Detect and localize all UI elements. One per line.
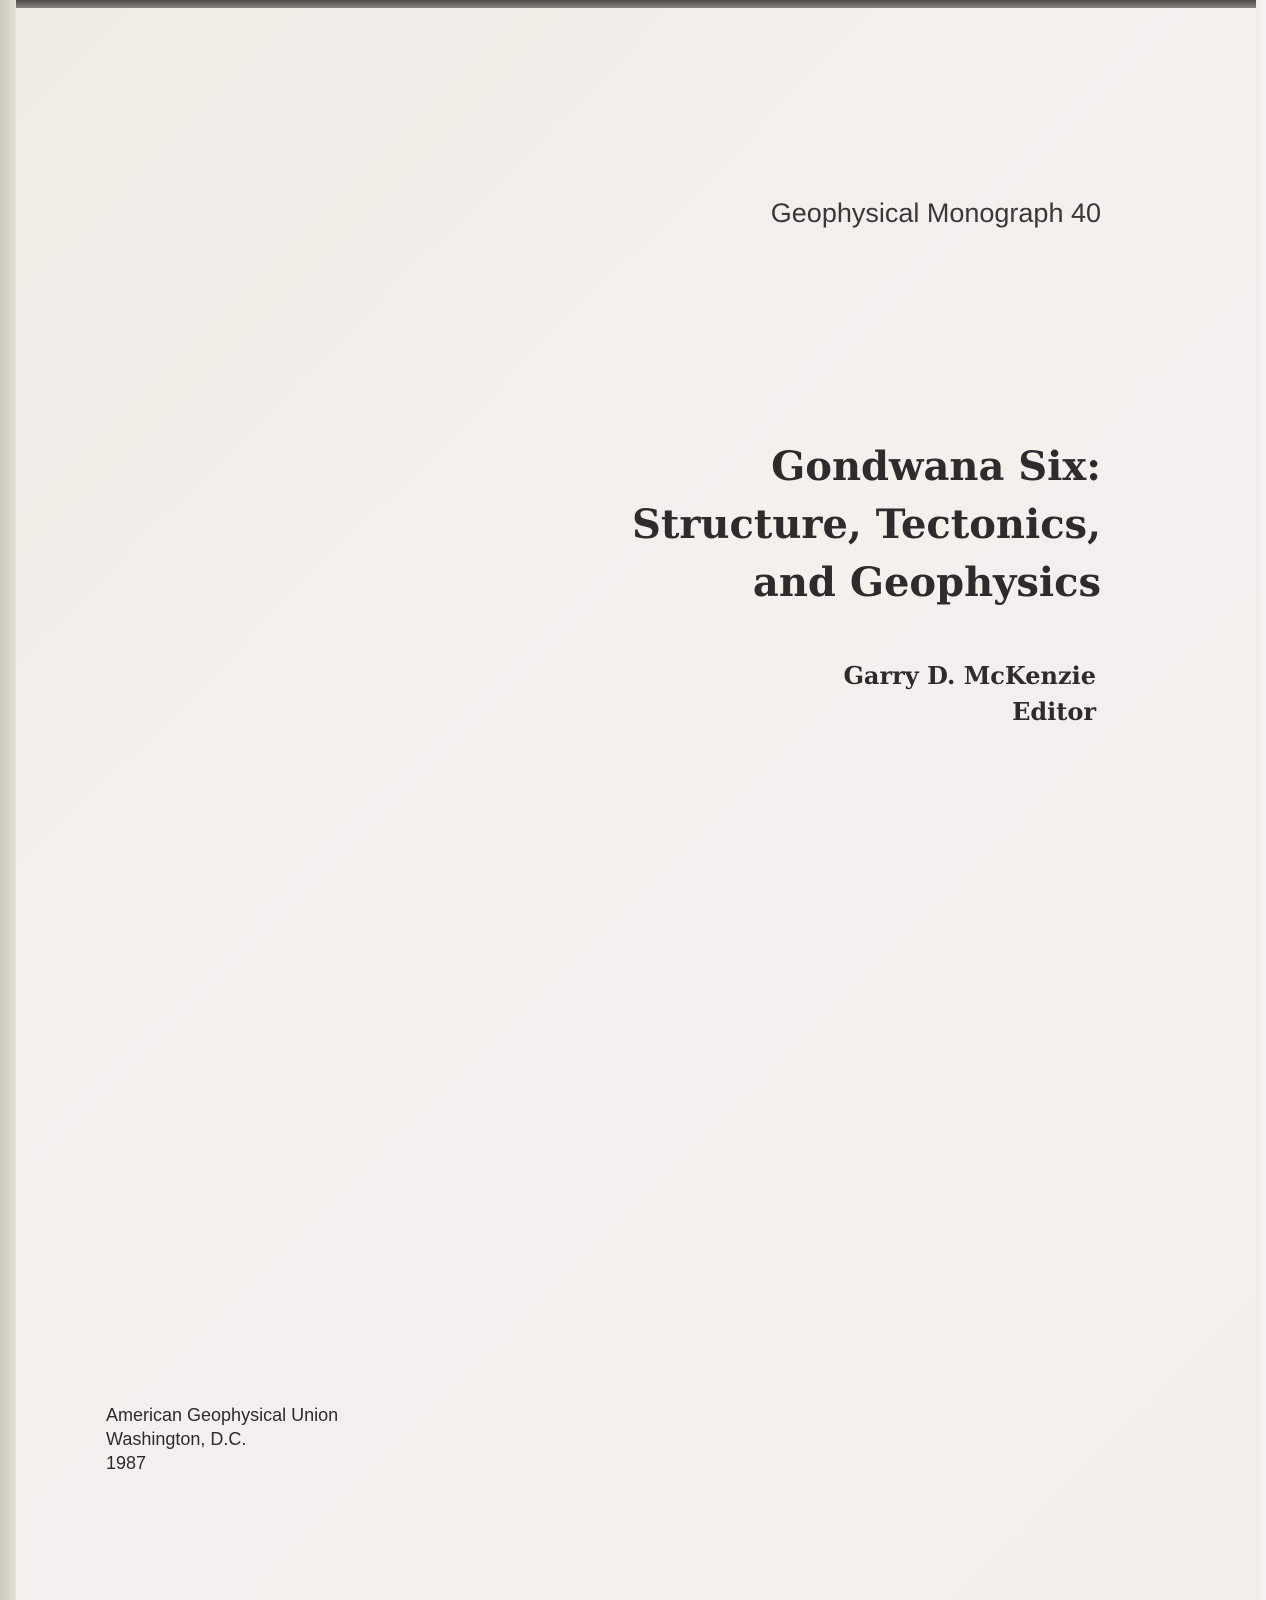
book-title-line-3: and Geophysics	[752, 559, 1101, 606]
editor-name: Garry D. McKenzie	[843, 661, 1096, 690]
book-spine	[0, 0, 16, 1600]
book-title-line-1: Gondwana Six:	[771, 443, 1101, 490]
title-page	[16, 8, 1256, 1600]
page-top-edge	[0, 0, 1266, 8]
book-title-line-2: Structure, Tectonics,	[631, 501, 1101, 548]
publisher-city: Washington, D.C.	[106, 1429, 247, 1449]
publisher-name: American Geophysical Union	[106, 1405, 339, 1425]
editor-role: Editor	[1012, 697, 1096, 726]
publication-year: 1987	[106, 1453, 147, 1473]
series-title: Geophysical Monograph 40	[770, 198, 1101, 228]
publisher-imprint	[106, 1403, 338, 1475]
editor-credit	[843, 658, 1096, 730]
book-title	[632, 438, 1101, 612]
page-right-edge	[1256, 0, 1266, 1600]
